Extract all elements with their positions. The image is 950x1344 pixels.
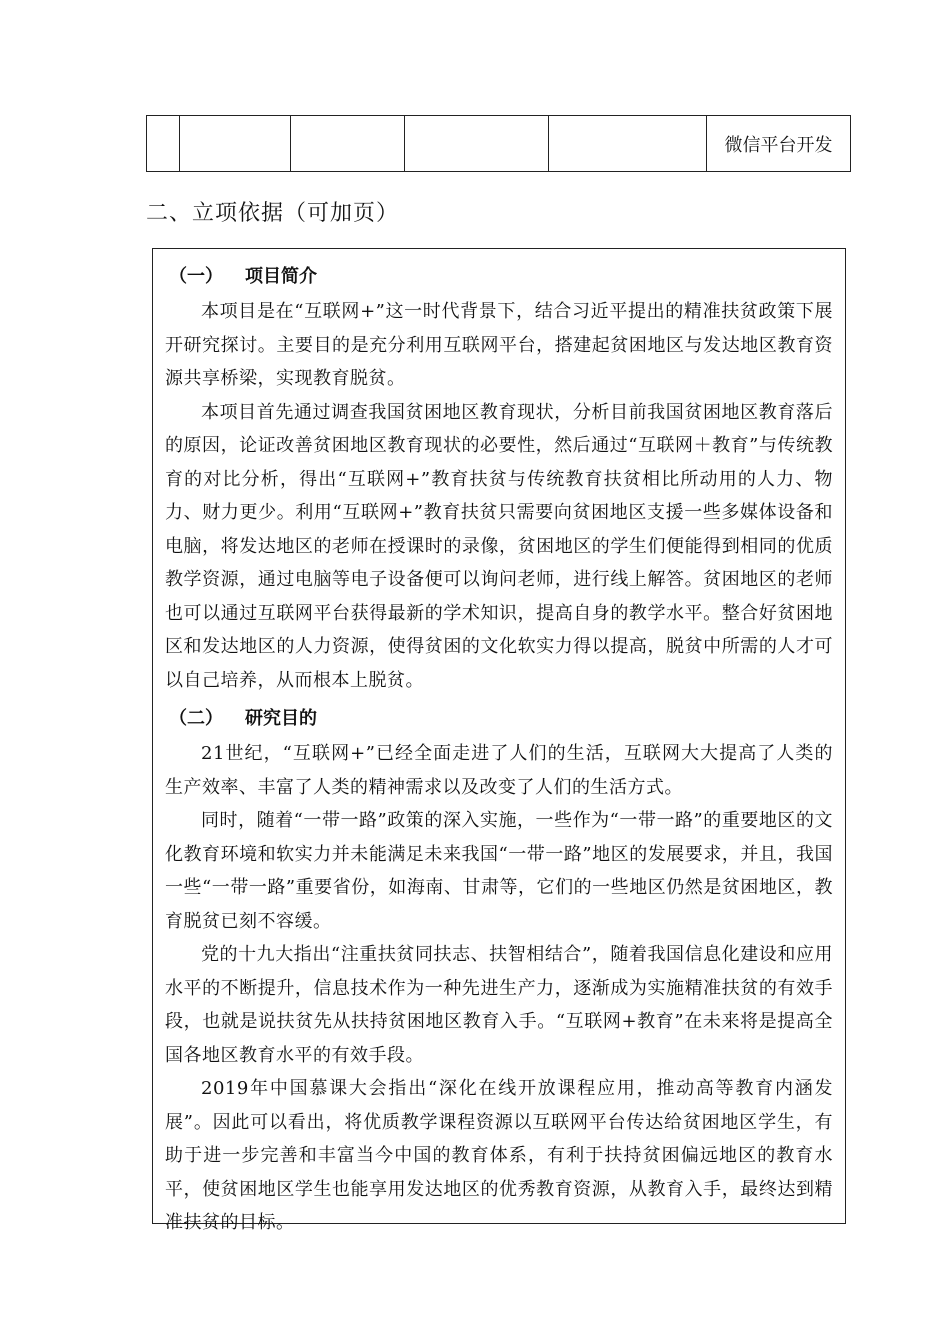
table-cell: [147, 116, 180, 172]
purpose-title: 研究目的: [245, 708, 317, 729]
table-row: [147, 116, 851, 172]
table-cell: [180, 116, 291, 172]
content-box: [152, 248, 846, 1233]
purpose-paragraph: 21世纪，“互联网+”已经全面走进了人们的生活，互联网大大提高了人类的生产效率、丰富了人类的精神需求以及改变了人们的生活方式。: [165, 743, 833, 798]
purpose-paragraph: 同时，随着“一带一路”政策的深入实施，一些作为“一带一路”的重要地区的文化教育环境和软实力并未能满足未来我国“一带一路”地区的发展要求，并且，我国一些“一带一路”重要省份，如海南、甘肃等，它们的一些地区仍然是贫困地区，教育脱贫已刻不容缓。: [165, 810, 833, 932]
purpose-paragraph: 2019年中国慕课大会指出“深化在线开放课程应用，推动高等教育内涵发展”。因此可以看出，将优质教学课程资源以互联网平台传达给贫困地区学生，有助于进一步完善和丰富当今中国的教育体系，有利于扶持贫困偏远地区的教育水平，使贫困地区学生也能享用发达地区的优秀教育资源，从教育入手，最终达到精准扶贫的目标。: [165, 1078, 833, 1233]
purpose-heading: [169, 701, 833, 737]
intro-number: （一）: [169, 266, 223, 287]
intro-paragraph: 本项目首先通过调查我国贫困地区教育现状，分析目前我国贫困地区教育落后的原因，论证改善贫困地区教育现状的必要性，然后通过“互联网＋教育”与传统教育的对比分析，得出“互联网+”教育扶贫与传统教育扶贫相比所动用的人力、物力、财力更少。利用“互联网+”教育扶贫只需要向贫困地区支援一些多媒体设备和电脑，将发达地区的老师在授课时的录像，贫困地区的学生们便能得到相同的优质教学资源，通过电脑等电子设备便可以询问老师，进行线上解答。贫困地区的老师也可以通过互联网平台获得最新的学术知识，提高自身的教学水平。整合好贫困地区和发达地区的人力资源，使得贫困的文化软实力得以提高，脱贫中所需的人才可以自己培养，从而根本上脱贫。: [165, 401, 833, 691]
table-cell: [549, 116, 707, 172]
purpose-number: （二）: [169, 708, 223, 729]
table-cell-platform: 微信平台开发: [707, 116, 851, 172]
intro-heading: [169, 259, 833, 295]
intro-title: 项目简介: [245, 266, 317, 287]
intro-paragraph: 本项目是在“互联网+”这一时代背景下，结合习近平提出的精准扶贫政策下展开研究探讨。主要目的是充分利用互联网平台，搭建起贫困地区与发达地区教育资源共享桥梁，实现教育脱贫。: [165, 301, 833, 389]
table-cell: [291, 116, 405, 172]
table-cell: [405, 116, 549, 172]
section-title: 二、立项依据（可加页）: [146, 201, 400, 226]
top-table: [146, 115, 851, 172]
purpose-paragraph: 党的十九大指出“注重扶贫同扶志、扶智相结合”，随着我国信息化建设和应用水平的不断提升，信息技术作为一种先进生产力，逐渐成为实施精准扶贫的有效手段，也就是说扶贫先从扶持贫困地区教育入手。“互联网+教育”在未来将是提高全国各地区教育水平的有效手段。: [165, 944, 833, 1066]
